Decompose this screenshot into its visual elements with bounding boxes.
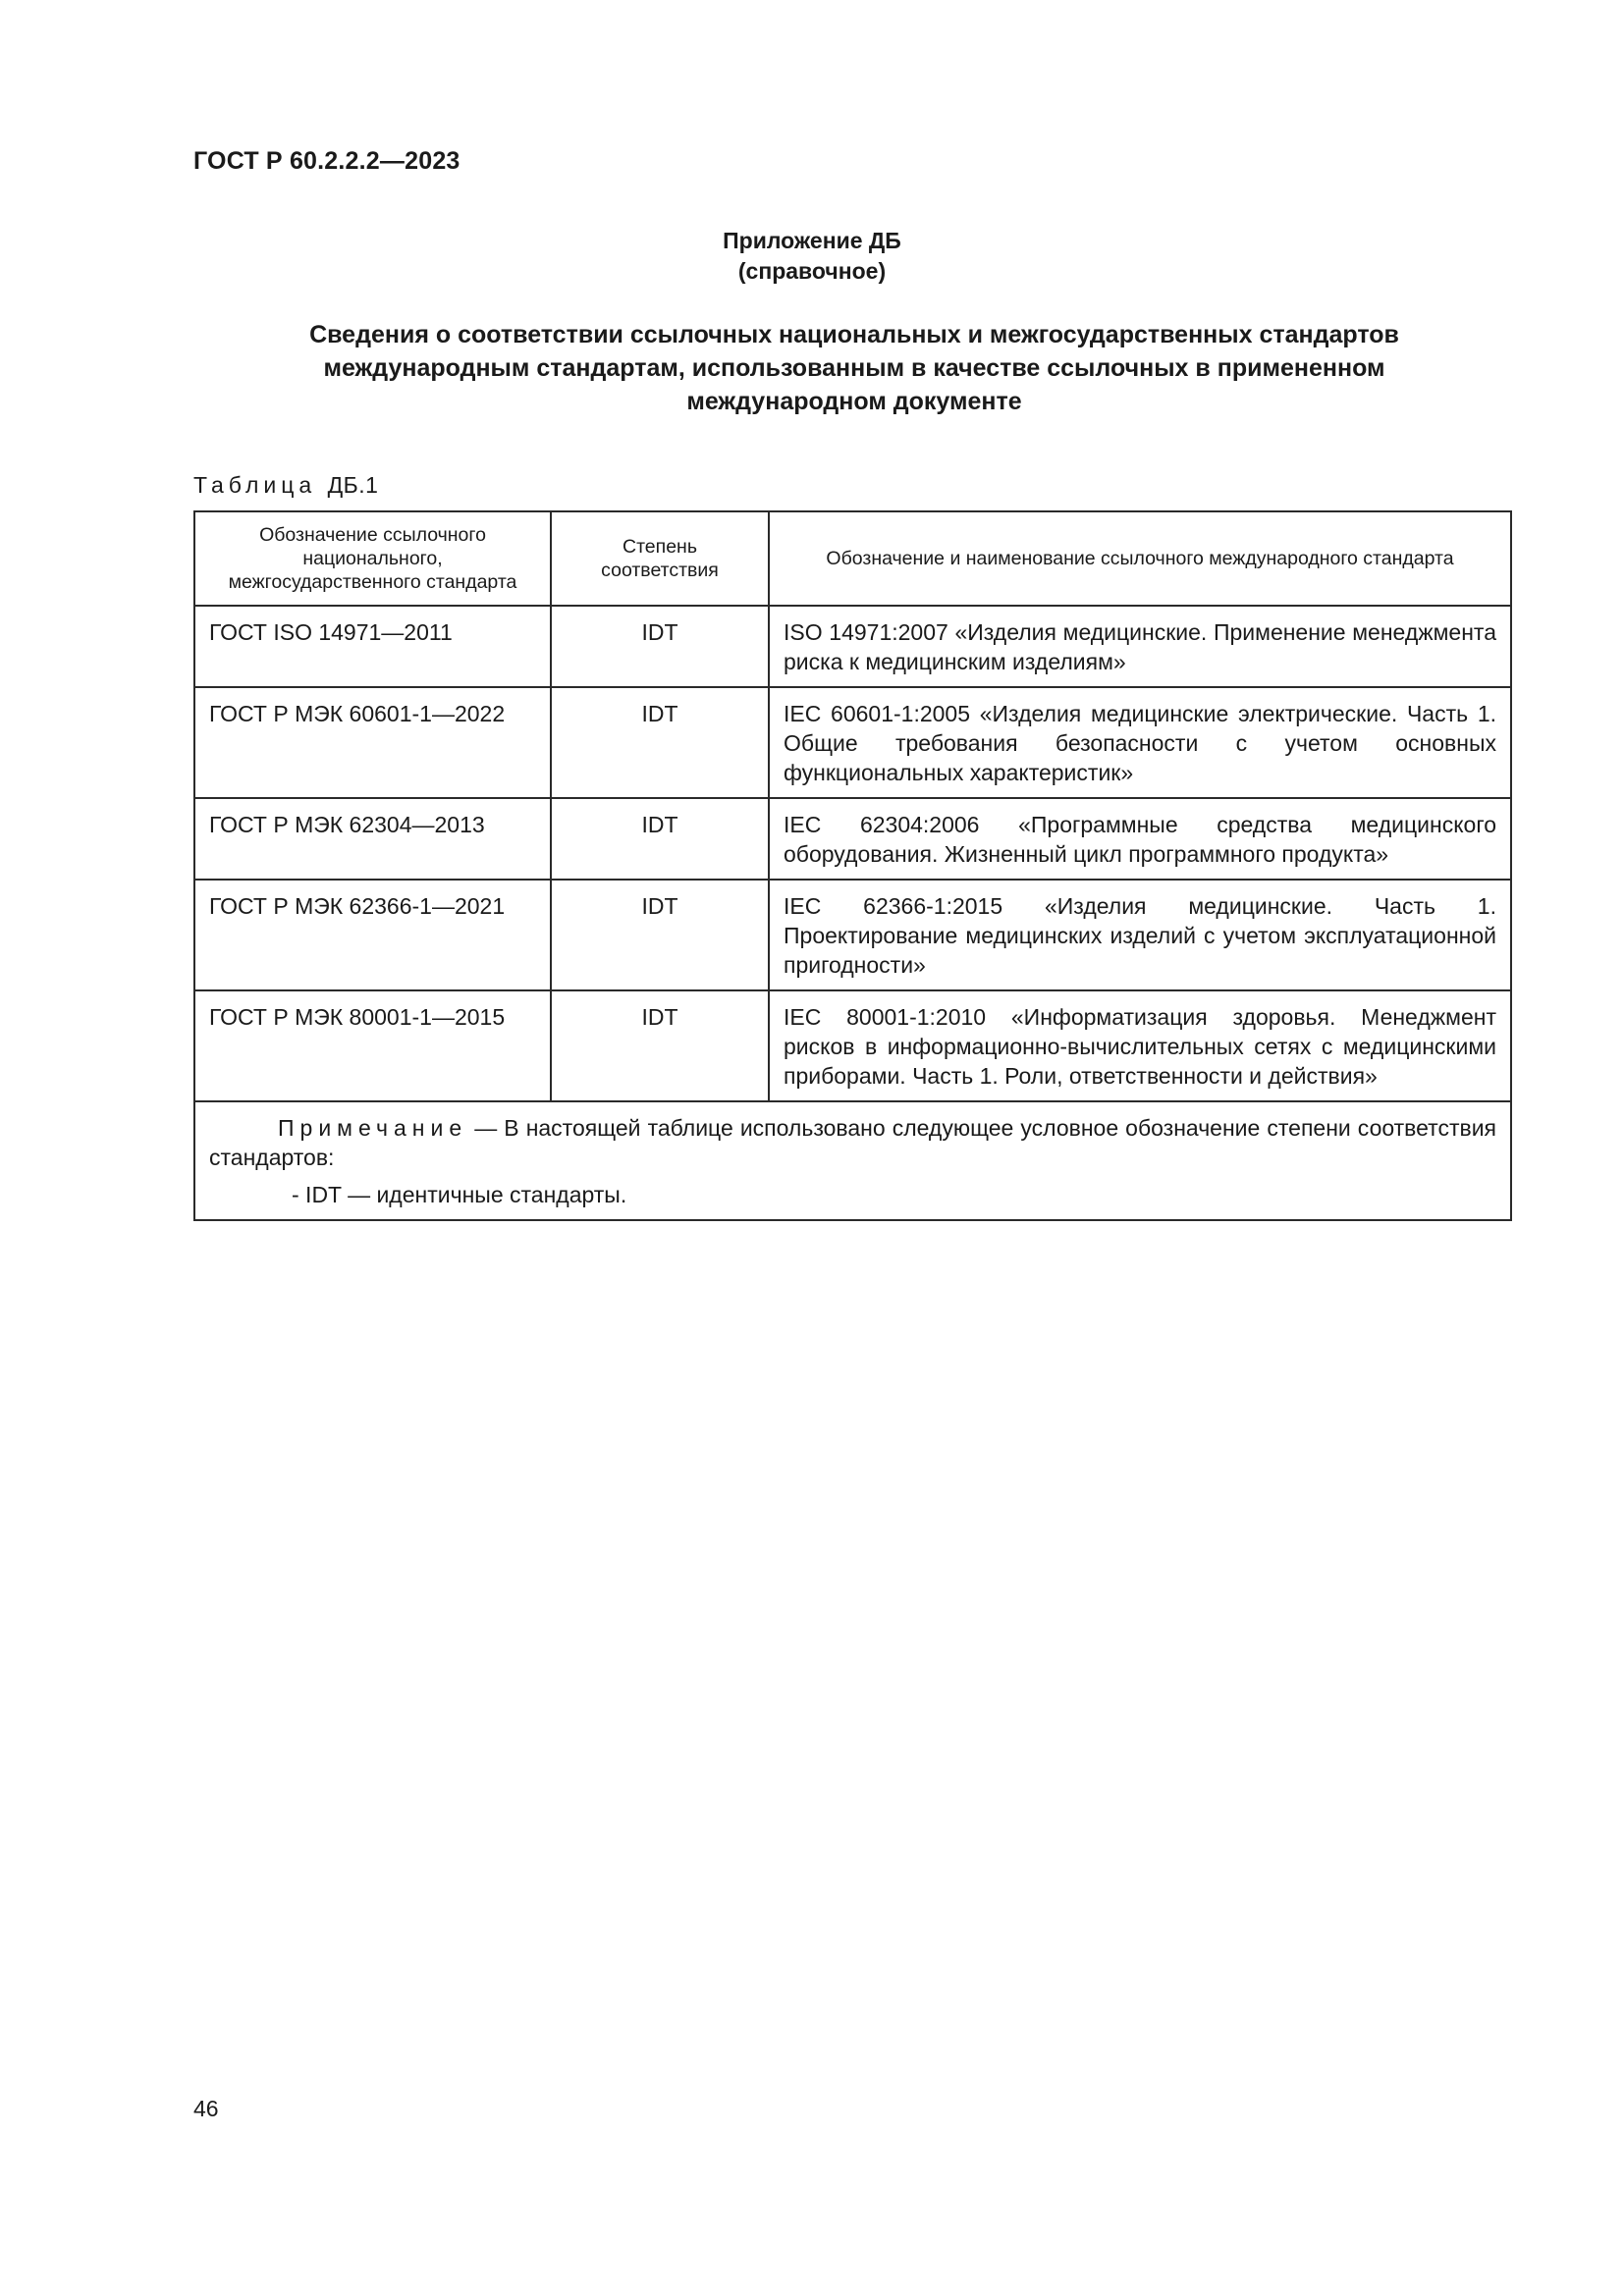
table-header-row: [194, 511, 1511, 606]
degree-cell: IDT: [551, 606, 769, 687]
table-note: [194, 1101, 1511, 1220]
heading-line-2: международным стандартам, использованным в качестве ссылочных в примененном: [323, 354, 1385, 382]
table-caption-label: Таблица: [193, 472, 317, 498]
international-standard-cell: IEC 62366-1:2015 «Изделия медицинские. Часть 1. Проектирование медицинских изделий с учетом эксплуатационной пригодности»: [769, 880, 1511, 990]
national-standard-cell: ГОСТ ISO 14971—2011: [194, 606, 551, 687]
annex-subtitle: (справочное): [737, 258, 887, 284]
international-standard-cell: IEC 60601-1:2005 «Изделия медицинские электрические. Часть 1. Общие требования безопасности с учетом основных функциональных характеристик»: [769, 687, 1511, 798]
note-label: Примечание: [278, 1115, 468, 1141]
table-caption: [193, 472, 378, 499]
document-code: ГОСТ Р 60.2.2.2—2023: [193, 147, 460, 175]
table-row: [194, 606, 1511, 687]
annex-heading: [0, 226, 1624, 287]
note-list-item: - IDT — идентичные стандарты.: [292, 1182, 627, 1207]
degree-cell: IDT: [551, 880, 769, 990]
table-row: [194, 687, 1511, 798]
note-text-block: [209, 1113, 1496, 1172]
national-standard-cell: ГОСТ Р МЭК 60601-1—2022: [194, 687, 551, 798]
degree-cell: IDT: [551, 990, 769, 1101]
page-number: 46: [193, 2096, 219, 2121]
header-degree-of-correspondence: Степень соответствия: [551, 511, 769, 606]
table-row: [194, 990, 1511, 1101]
national-standard-cell: ГОСТ Р МЭК 62366-1—2021: [194, 880, 551, 990]
heading-line-3: международном документе: [686, 388, 1022, 415]
table-caption-number: ДБ.1: [327, 472, 379, 498]
national-standard-cell: ГОСТ Р МЭК 62304—2013: [194, 798, 551, 880]
header-international-standard: Обозначение и наименование ссылочного международного стандарта: [769, 511, 1511, 606]
international-standard-cell: ISO 14971:2007 «Изделия медицинские. Применение менеджмента риска к медицинским изделиям»: [769, 606, 1511, 687]
note-text: — В настоящей таблице использовано следующее условное обозначение степени соответствия стандартов:: [209, 1115, 1497, 1170]
reference-standards-table: [193, 510, 1512, 1221]
table-note-row: [194, 1101, 1511, 1220]
degree-cell: IDT: [551, 687, 769, 798]
header-national-standard: Обозначение ссылочного национального, межгосударственного стандарта: [194, 511, 551, 606]
table-row: [194, 880, 1511, 990]
heading-line-1: Сведения о соответствии ссылочных национальных и межгосударственных стандартов: [309, 321, 1399, 348]
international-standard-cell: IEC 80001-1:2010 «Информатизация здоровья. Менеджмент рисков в информационно-вычислительных сетях с медицинскими приборами. Часть 1. Роли, ответственности и действия»: [769, 990, 1511, 1101]
section-heading: [216, 318, 1492, 418]
degree-cell: IDT: [551, 798, 769, 880]
international-standard-cell: IEC 62304:2006 «Программные средства медицинского оборудования. Жизненный цикл программного продукта»: [769, 798, 1511, 880]
national-standard-cell: ГОСТ Р МЭК 80001-1—2015: [194, 990, 551, 1101]
table-row: [194, 798, 1511, 880]
annex-title: Приложение ДБ: [723, 228, 901, 253]
